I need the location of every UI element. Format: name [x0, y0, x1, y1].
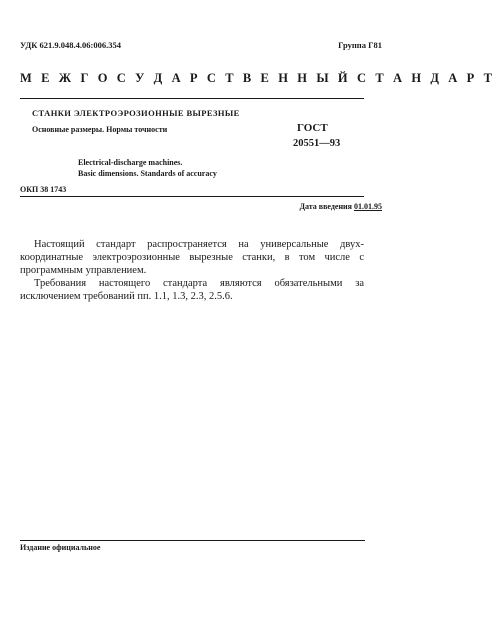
footer-divider: [20, 540, 365, 541]
okp-code: ОКП 38 1743: [20, 185, 67, 194]
okp-divider: [20, 196, 364, 197]
effective-date-label: Дата введения: [299, 202, 352, 211]
udk-code: УДК 621.9.048.4.06:006.354: [20, 40, 121, 50]
gost-label: ГОСТ: [297, 122, 328, 134]
product-subtitle: Основные размеры. Нормы точности: [32, 125, 168, 134]
body-paragraph-scope: Настоящий стандарт распространяется на универсальные двухкоординатные электроэрозионные вырезные станки, в том числе с программным управлением.: [20, 239, 364, 276]
edition-note: Издание официальное: [20, 543, 101, 552]
gost-number: 20551—93: [293, 138, 341, 149]
product-title: СТАНКИ ЭЛЕКТРОЭРОЗИОННЫЕ ВЫРЕЗНЫЕ: [32, 108, 240, 118]
english-title-line2: Basic dimensions. Standards of accuracy: [78, 169, 217, 178]
group-code: Группа Г81: [338, 40, 382, 50]
body-text: [20, 238, 364, 303]
effective-date-value: 01.01.95: [354, 202, 382, 211]
standard-type-heading: М Е Ж Г О С У Д А Р С Т В Е Н Н Ы Й С Т А Н Д А Р Т: [20, 71, 495, 85]
body-paragraph-requirements: Требования настоящего стандарта являются обязательными за исключением требований пп. 1.1, 1.3, 2.3, 2.5.6.: [20, 278, 364, 302]
header-divider: [20, 98, 364, 99]
effective-date: [299, 202, 382, 211]
english-title-line1: Electrical-discharge machines.: [78, 158, 183, 167]
